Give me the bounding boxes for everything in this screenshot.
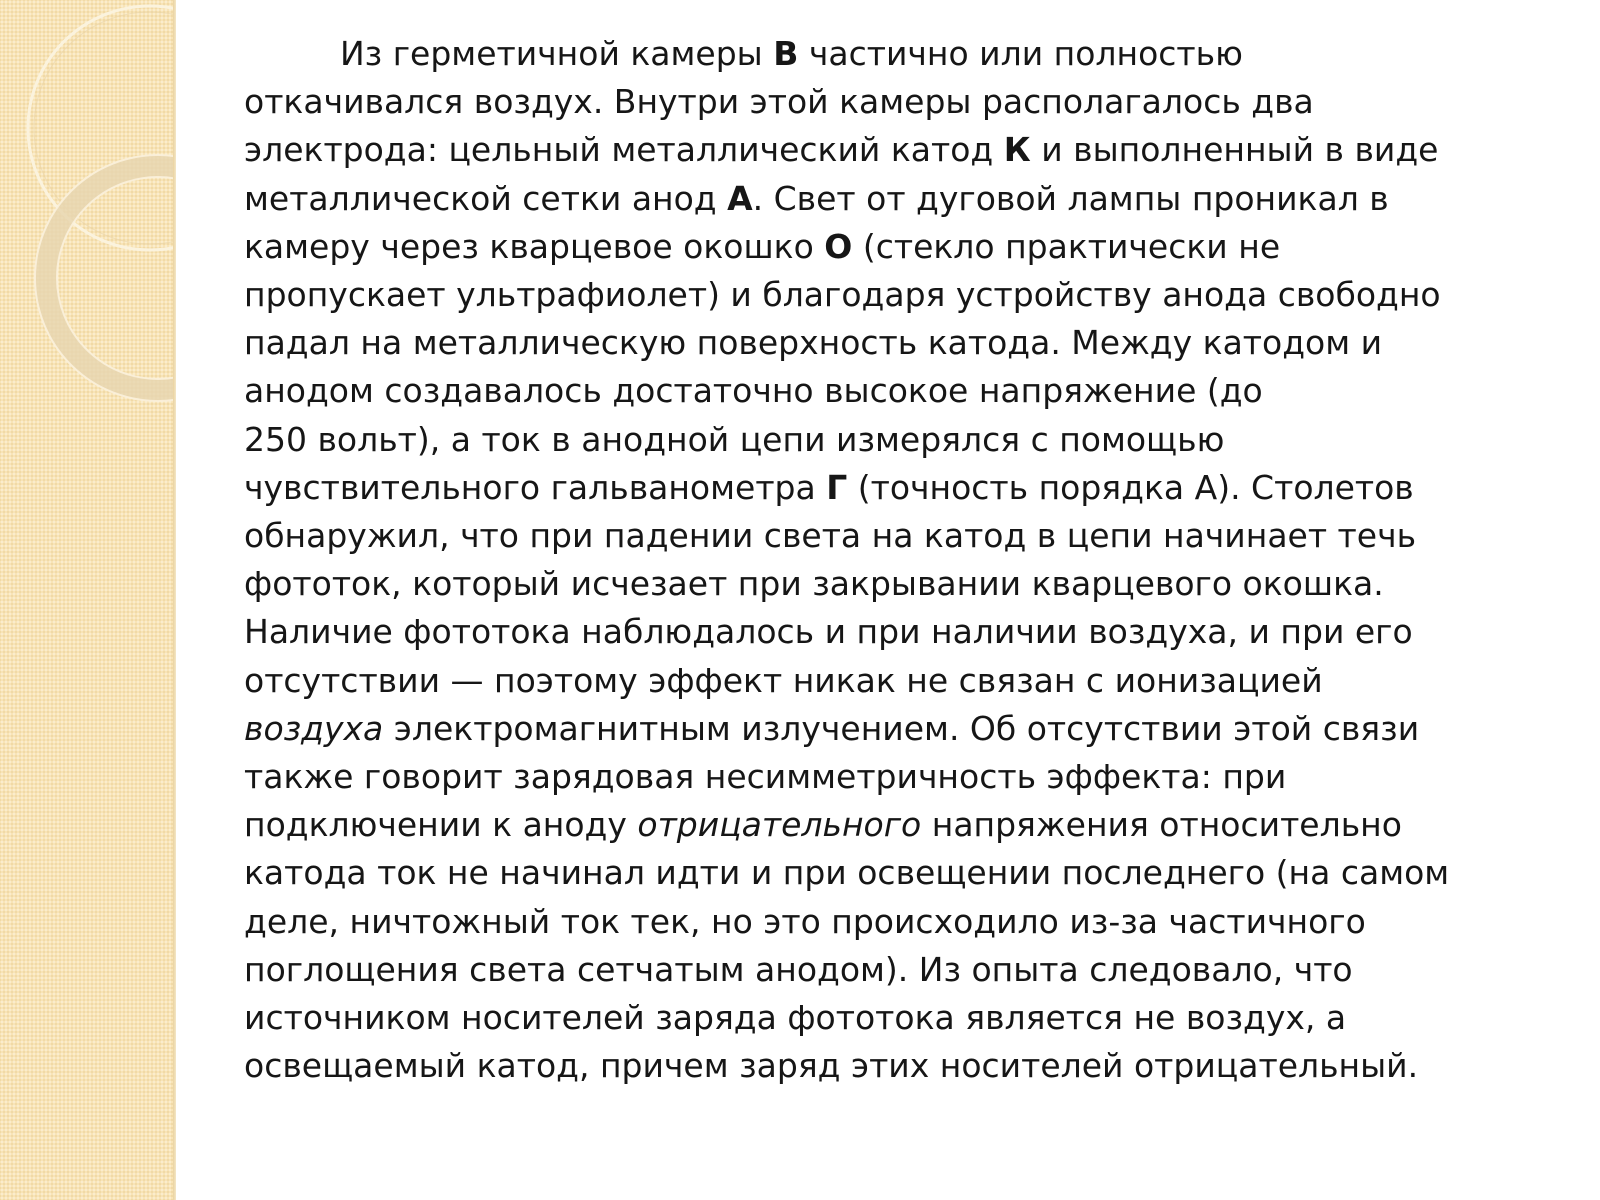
paragraph-line bbox=[244, 994, 1544, 1042]
text-segment: также говорит зарядовая несимметричность эффекта: при bbox=[244, 757, 1287, 797]
text-segment: обнаружил, что при падении света на катод в цепи начинает течь bbox=[244, 516, 1417, 556]
italic-text: отрицательного bbox=[637, 805, 922, 845]
paragraph-line bbox=[244, 175, 1544, 223]
paragraph-line bbox=[244, 849, 1544, 897]
decorative-side-panel bbox=[0, 0, 176, 1200]
text-segment: Наличие фототока наблюдалось и при наличии воздуха, и при его bbox=[244, 612, 1413, 652]
paragraph-line bbox=[244, 30, 1544, 78]
italic-text: воздуха bbox=[244, 708, 384, 748]
text-segment: частично или полностью bbox=[798, 34, 1243, 73]
paragraph-line bbox=[244, 657, 1544, 705]
text-segment: отсутствии — поэтому эффект никак не связан с ионизацией bbox=[244, 660, 1323, 700]
text-segment: откачивался воздух. Внутри этой камеры располагалось два bbox=[244, 82, 1314, 122]
text-segment: источником носителей заряда фототока является не воздух, а bbox=[244, 998, 1347, 1038]
decorative-rings-icon bbox=[0, 0, 176, 1200]
text-segment: металлической сетки анод bbox=[244, 178, 728, 218]
text-segment: и выполненный в виде bbox=[1030, 130, 1439, 170]
paragraph-line bbox=[244, 464, 1544, 512]
paragraph-line bbox=[244, 126, 1544, 174]
bold-label: А bbox=[727, 178, 753, 218]
bold-label: В bbox=[773, 34, 799, 73]
text-segment: камеру через кварцевое окошко bbox=[244, 226, 825, 266]
paragraph-line bbox=[244, 1042, 1544, 1090]
text-segment: . Свет от дуговой лампы проникал в bbox=[752, 178, 1389, 218]
text-segment: анодом создавалось достаточно высокое напряжение (до bbox=[244, 371, 1263, 411]
text-segment: подключении к аноду bbox=[244, 805, 638, 845]
text-segment: (точность порядка А). Столетов bbox=[847, 467, 1414, 507]
text-segment: Из герметичной камеры bbox=[340, 34, 774, 73]
paragraph-line bbox=[244, 753, 1544, 801]
bold-label: Г bbox=[826, 467, 848, 507]
text-segment: чувствительного гальванометра bbox=[244, 467, 827, 507]
text-segment: электромагнитным излучением. Об отсутствии этой связи bbox=[383, 708, 1420, 748]
paragraph-line bbox=[244, 946, 1544, 994]
text-segment: напряжения относительно bbox=[921, 805, 1402, 845]
bold-label: К bbox=[1003, 130, 1031, 170]
text-segment: электрода: цельный металлический катод bbox=[244, 130, 1004, 170]
text-segment: фототок, который исчезает при закрывании кварцевого окошка. bbox=[244, 564, 1384, 604]
paragraph-line bbox=[244, 512, 1544, 560]
text-segment: поглощения света сетчатым анодом). Из опыта следовало, что bbox=[244, 949, 1353, 989]
paragraph-line bbox=[244, 416, 1544, 464]
paragraph-line bbox=[244, 801, 1544, 849]
text-segment: падал на металлическую поверхность катода. Между катодом и bbox=[244, 323, 1383, 363]
paragraph-line bbox=[244, 705, 1544, 753]
paragraph-line bbox=[244, 319, 1544, 367]
body-paragraph bbox=[244, 30, 1544, 1090]
text-segment: (стекло практически не bbox=[852, 226, 1281, 266]
text-segment: пропускает ультрафиолет) и благодаря устройству анода свободно bbox=[244, 275, 1441, 315]
bold-label: О bbox=[824, 226, 853, 266]
paragraph-line bbox=[244, 608, 1544, 656]
text-segment: катода ток не начинал идти и при освещении последнего (на самом bbox=[244, 853, 1450, 893]
paragraph-line bbox=[244, 367, 1544, 415]
paragraph-line bbox=[244, 78, 1544, 126]
paragraph-line bbox=[244, 898, 1544, 946]
paragraph-line bbox=[244, 223, 1544, 271]
text-segment: деле, ничтожный ток тек, но это происходило из-за частичного bbox=[244, 901, 1366, 941]
text-segment: 250 вольт), а ток в анодной цепи измерялся с помощью bbox=[244, 419, 1225, 459]
paragraph-line bbox=[244, 271, 1544, 319]
text-segment: освещаемый катод, причем заряд этих носителей отрицательный. bbox=[244, 1046, 1419, 1086]
paragraph-line bbox=[244, 560, 1544, 608]
